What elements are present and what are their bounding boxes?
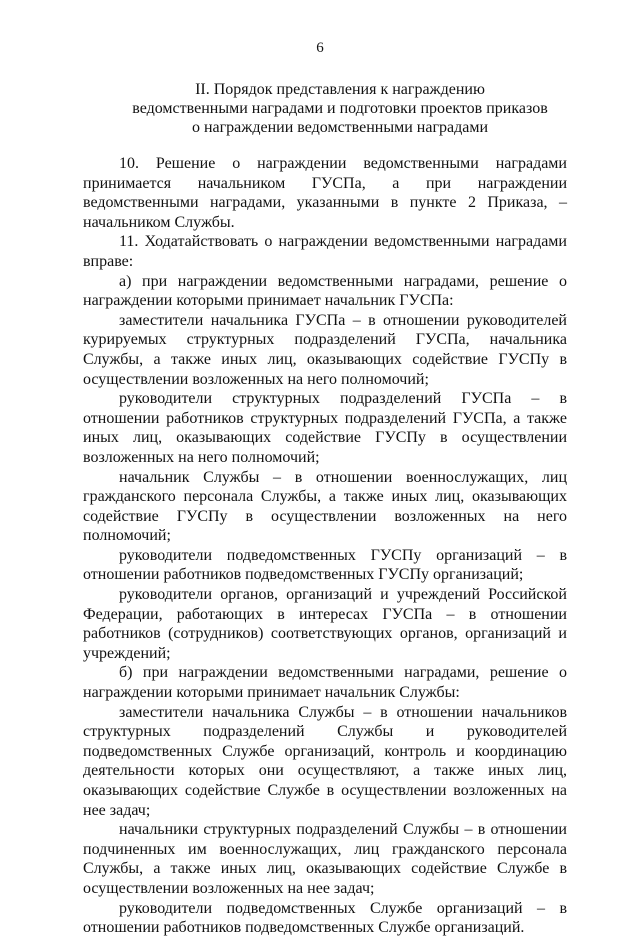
list-item: начальник Службы – в отношении военнослужащих, лиц гражданского персонала Службы, а также иных лиц, оказывающих содействие ГУСПу в осуществлении возложенных на него полномочий; (83, 468, 567, 545)
paragraph-11a: а) при награждении ведомственными наградами, решение о награждении которыми принимает начальник ГУСПа: (83, 272, 567, 310)
list-item: руководители подведомственных ГУСПу организаций – в отношении работников подведомственных ГУСПу организаций; (83, 546, 567, 584)
paragraph-11b: б) при награждении ведомственными наградами, решение о награждении которыми принимает начальник Службы: (83, 664, 567, 702)
heading-line-3: о награждении ведомственными наградами (191, 119, 489, 136)
paragraph-11: 11. Ходатайствовать о награждении ведомственными наградами вправе: (83, 233, 567, 270)
list-item: руководители органов, организаций и учреждений Российской Федерации, работающих в интересах ГУСПа – в отношении работников (сотрудников) соответствующих органов, организаций и учреждений; (83, 586, 567, 662)
document-body (83, 154, 567, 938)
list-item: начальники структурных подразделений Службы – в отношении подчиненных им военнослужащих, лиц гражданского персонала Службы, а также иных лиц, оказывающих содействие Службе в осуществлении возложенных на нее задач; (83, 821, 567, 897)
list-item: руководители подведомственных Службе организаций – в отношении работников подведомственных Службе организаций. (83, 899, 567, 937)
list-item: заместители начальника Службы – в отношении начальников структурных подразделений Службы и руководителей подведомственных Службе организаций, контроль и координацию деятельности которых они осуществляют, а также иных лиц, оказывающих содействие Службе в осуществлении возложенных на нее задач; (83, 703, 567, 819)
heading-line-1: II. Порядок представления к награждению (195, 81, 485, 98)
page-number: 6 (316, 40, 324, 56)
heading-line-2: ведомственными наградами и подготовки проектов приказов (132, 100, 548, 117)
list-item: заместители начальника ГУСПа – в отношении руководителей курируемых структурных подразделений ГУСПа, начальника Службы, а также иных лиц, оказывающих содействие ГУСПу в осуществлении возложенных на него полномочий; (83, 311, 567, 388)
list-item: руководители структурных подразделений ГУСПа – в отношении работников структурных подразделений ГУСПа, а также иных лиц, оказывающих содействие ГУСПу в осуществлении возложенных на него полномочий; (83, 390, 567, 466)
paragraph-10: 10. Решение о награждении ведомственными наградами принимается начальником ГУСПа, а при награждении ведомственными наградами, указанными в пункте 2 Приказа, – начальником Службы. (83, 155, 567, 231)
section-heading (80, 80, 600, 137)
